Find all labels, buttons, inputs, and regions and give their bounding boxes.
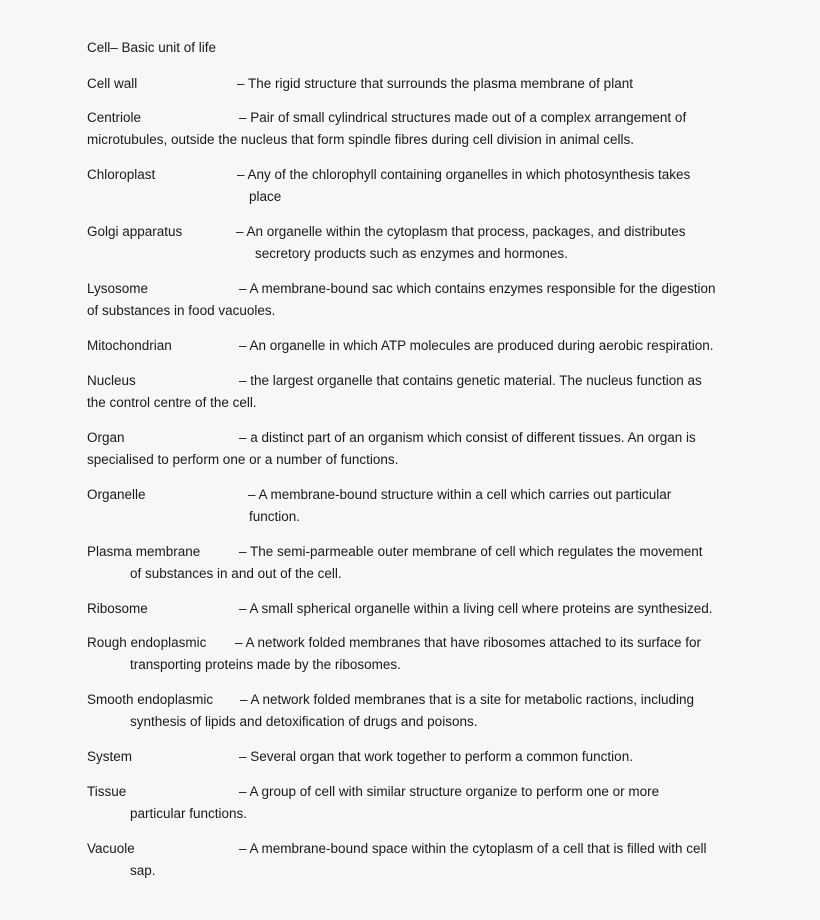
entry-definition: – An organelle in which ATP molecules are produced during aerobic respiration. [239,338,714,353]
entry-definition: – Pair of small cylindrical structures made out of a complex arrangement of [239,110,687,125]
entry-definition: – A group of cell with similar structure organize to perform one or more [239,784,660,799]
entry-definition: – A membrane-bound sac which contains enzymes responsible for the digestion [239,281,716,296]
entry-definition-continued: synthesis of lipids and detoxification of drugs and poisons. [130,714,478,729]
entry-term: Chloroplast [87,167,156,182]
entry-definition-continued: microtubules, outside the nucleus that form spindle fibres during cell division in animal cells. [87,132,635,147]
entry-term: System [87,749,133,764]
entry-definition: – A small spherical organelle within a living cell where proteins are synthesized. [239,601,713,616]
entry-term: Centriole [87,110,142,125]
entry-definition: – A network folded membranes that is a site for metabolic ractions, including [240,692,694,707]
entry-definition: – the largest organelle that contains genetic material. The nucleus function as [239,373,702,388]
entry-term: Smooth endoplasmic [87,692,214,707]
entry-term: Lysosome [87,281,149,296]
entry-term: Nucleus [87,373,136,388]
entry-definition-continued: secretory products such as enzymes and hormones. [255,246,568,261]
entry-definition: – a distinct part of an organism which consist of different tissues. An organ is [239,430,696,445]
entry-term: Ribosome [87,601,148,616]
entry-term: Tissue [87,784,127,799]
entry-definition: – The semi-parmeable outer membrane of cell which regulates the movement [239,544,703,559]
entry-term: Plasma membrane [87,544,201,559]
entry-definition-continued: transporting proteins made by the ribosomes. [130,657,401,672]
entry-definition-continued: of substances in and out of the cell. [130,566,342,581]
entry-definition: – A network folded membranes that have ribosomes attached to its surface for [235,635,702,650]
entry-term: Golgi apparatus [87,224,183,239]
entry-definition-continued: sap. [130,863,156,878]
entry-definition: – A membrane-bound structure within a cell which carries out particular [248,487,672,502]
entry-definition: – The rigid structure that surrounds the plasma membrane of plant [237,76,633,91]
entry-term: Vacuole [87,841,135,856]
entry-definition: – An organelle within the cytoplasm that process, packages, and distributes [236,224,686,239]
document-title: Cell– Basic unit of life [87,40,217,55]
entry-definition-continued: the control centre of the cell. [87,395,257,410]
entry-definition-continued: specialised to perform one or a number of functions. [87,452,399,467]
entry-definition-continued: particular functions. [130,806,248,821]
entry-term: Cell wall [87,76,138,91]
entry-term: Organ [87,430,125,445]
entry-definition: – Any of the chlorophyll containing organelles in which photosynthesis takes [237,167,691,182]
entry-definition: – A membrane-bound space within the cytoplasm of a cell that is filled with cell [239,841,707,856]
entry-definition-continued: place [249,189,282,204]
entry-definition: – Several organ that work together to perform a common function. [239,749,633,764]
entry-term: Rough endoplasmic [87,635,207,650]
entry-definition-continued: of substances in food vacuoles. [87,303,276,318]
entry-definition-continued: function. [249,509,301,524]
entry-term: Mitochondrian [87,338,172,353]
entry-term: Organelle [87,487,146,502]
